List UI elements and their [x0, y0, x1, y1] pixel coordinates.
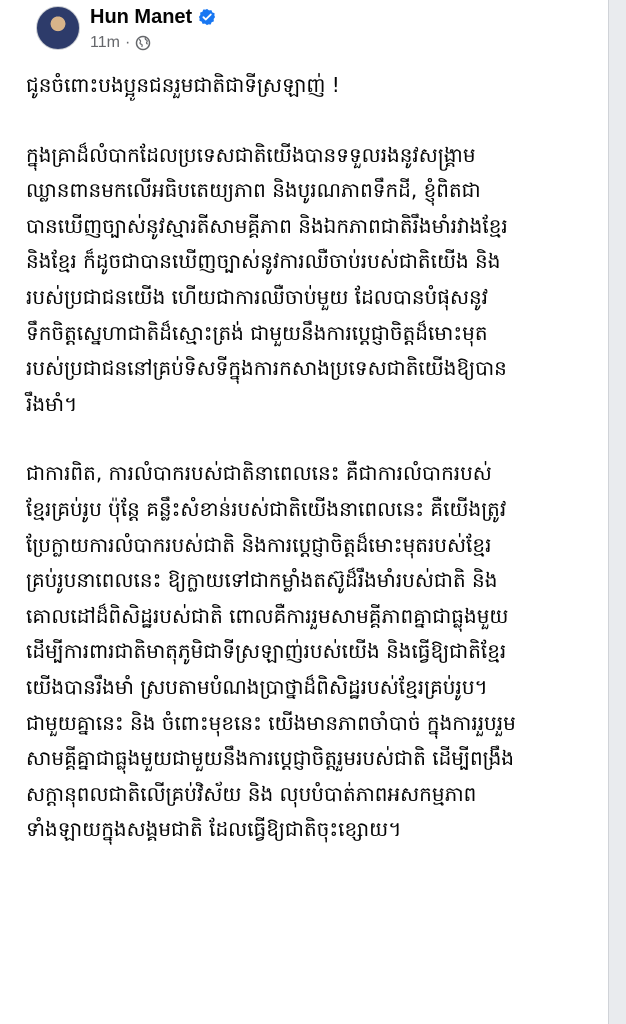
text-line: គ្រប់រូបនាពេលនេះ ឱ្យក្លាយទៅជាកម្លាំងតស៊ូដ៏រឹងមាំរបស់ជាតិ និង — [26, 568, 498, 593]
paragraph-gap — [26, 422, 602, 456]
post-body — [26, 68, 602, 848]
text-line: សាមគ្គីគ្នាជាធ្លុងមួយជាមួយនឹងការប្តេជ្ញាចិត្តរួមរបស់ជាតិ ដើម្បីពង្រឹង — [26, 746, 514, 771]
author-name[interactable]: Hun Manet — [90, 6, 193, 28]
text-line: ដើម្បីការពារជាតិមាតុភូមិជាទីស្រឡាញ់របស់យើង និងធ្វើឱ្យជាតិខ្មែរ — [26, 639, 507, 664]
text-line: និងខ្មែរ ក៏ដូចជាបានឃើញច្បាស់នូវការឈឺចាប់របស់ជាតិយើង និង — [26, 249, 501, 274]
verified-badge-icon — [198, 8, 216, 26]
text-line: របស់ប្រជាជននៅគ្រប់ទិសទីក្នុងការកសាងប្រទេសជាតិយើងឱ្យបាន — [26, 356, 507, 381]
author-avatar[interactable] — [36, 6, 80, 50]
globe-icon[interactable] — [135, 35, 151, 51]
text-line: ទាំងឡាយក្នុងសង្គមជាតិ ដែលធ្វើឱ្យជាតិចុះខ្សោយ។ — [26, 817, 402, 842]
post-paragraph — [26, 138, 602, 423]
text-line: សក្តានុពលជាតិលើគ្រប់វិស័យ និង លុបបំបាត់ភាពអសកម្មភាព — [26, 781, 477, 806]
text-line: ជាមួយគ្នានេះ និង ចំពោះមុខនេះ យើងមានភាពចាំបាច់ ក្នុងការរួបរួម — [26, 710, 516, 735]
post-header — [36, 4, 216, 60]
separator-dot: · — [124, 34, 131, 51]
text-line: យើងបានរឹងមាំ ស្របតាមបំណងប្រាថ្នាដ៏ពិសិដ្ឋរបស់ខ្មែរគ្រប់រូប។ — [26, 674, 488, 699]
text-line: ខ្មែរគ្រប់រូប ប៉ុន្តែ គន្លឹះសំខាន់របស់ជាតិយើងនាពេលនេះ គឺយើងត្រូវ — [26, 496, 507, 521]
text-line: រឹងមាំ។ — [26, 391, 78, 416]
text-line: របស់ប្រជាជនយើង ហើយជាការឈឺចាប់មួយ ដែលបានបំផុសនូវ — [26, 284, 489, 309]
text-line: បានឃើញច្បាស់នូវស្មារតីសាមគ្គីភាព និងឯកភាពជាតិរឹងមាំរវាងខ្មែរ — [26, 213, 508, 238]
text-line: ជូនចំពោះបងប្អូនជនរួមជាតិជាទីស្រឡាញ់ ! — [26, 73, 340, 97]
post-time[interactable]: 11m — [90, 34, 120, 51]
text-line: ទឹកចិត្តស្នេហាជាតិដ៏ស្មោះត្រង់ ជាមួយនឹងការប្តេជ្ញាចិត្តដ៏មោះមុត — [26, 320, 488, 345]
post-paragraph — [26, 68, 602, 104]
paragraph-gap — [26, 104, 602, 138]
text-line: ឈ្លានពានមកលើអធិបតេយ្យភាព និងបូរណភាពទឹកដី, ខ្ញុំពិតជា — [26, 178, 481, 203]
text-line: ក្នុងគ្រាដ៏លំបាកដែលប្រទេសជាតិយើងបានទទួលរងនូវសង្គ្រាម — [26, 142, 476, 167]
post-meta — [90, 4, 216, 52]
text-line: ប្រែក្លាយការលំបាករបស់ជាតិ និងការប្តេជ្ញាចិត្តដ៏មោះមុតរបស់ខ្មែរ — [26, 532, 492, 557]
text-line: ជាការពិត, ការលំបាករបស់ជាតិនាពេលនេះ គឺជាការលំបាករបស់ — [26, 461, 492, 486]
post-subline — [90, 34, 216, 52]
post-paragraph — [26, 456, 602, 848]
author-row — [90, 4, 216, 30]
text-line: គោលដៅដ៏ពិសិដ្ឋរបស់ជាតិ ពោលគឺការរួមសាមគ្គីភាពគ្នាជាធ្លុងមួយ — [26, 603, 509, 628]
feed-background-strip — [609, 0, 626, 1024]
